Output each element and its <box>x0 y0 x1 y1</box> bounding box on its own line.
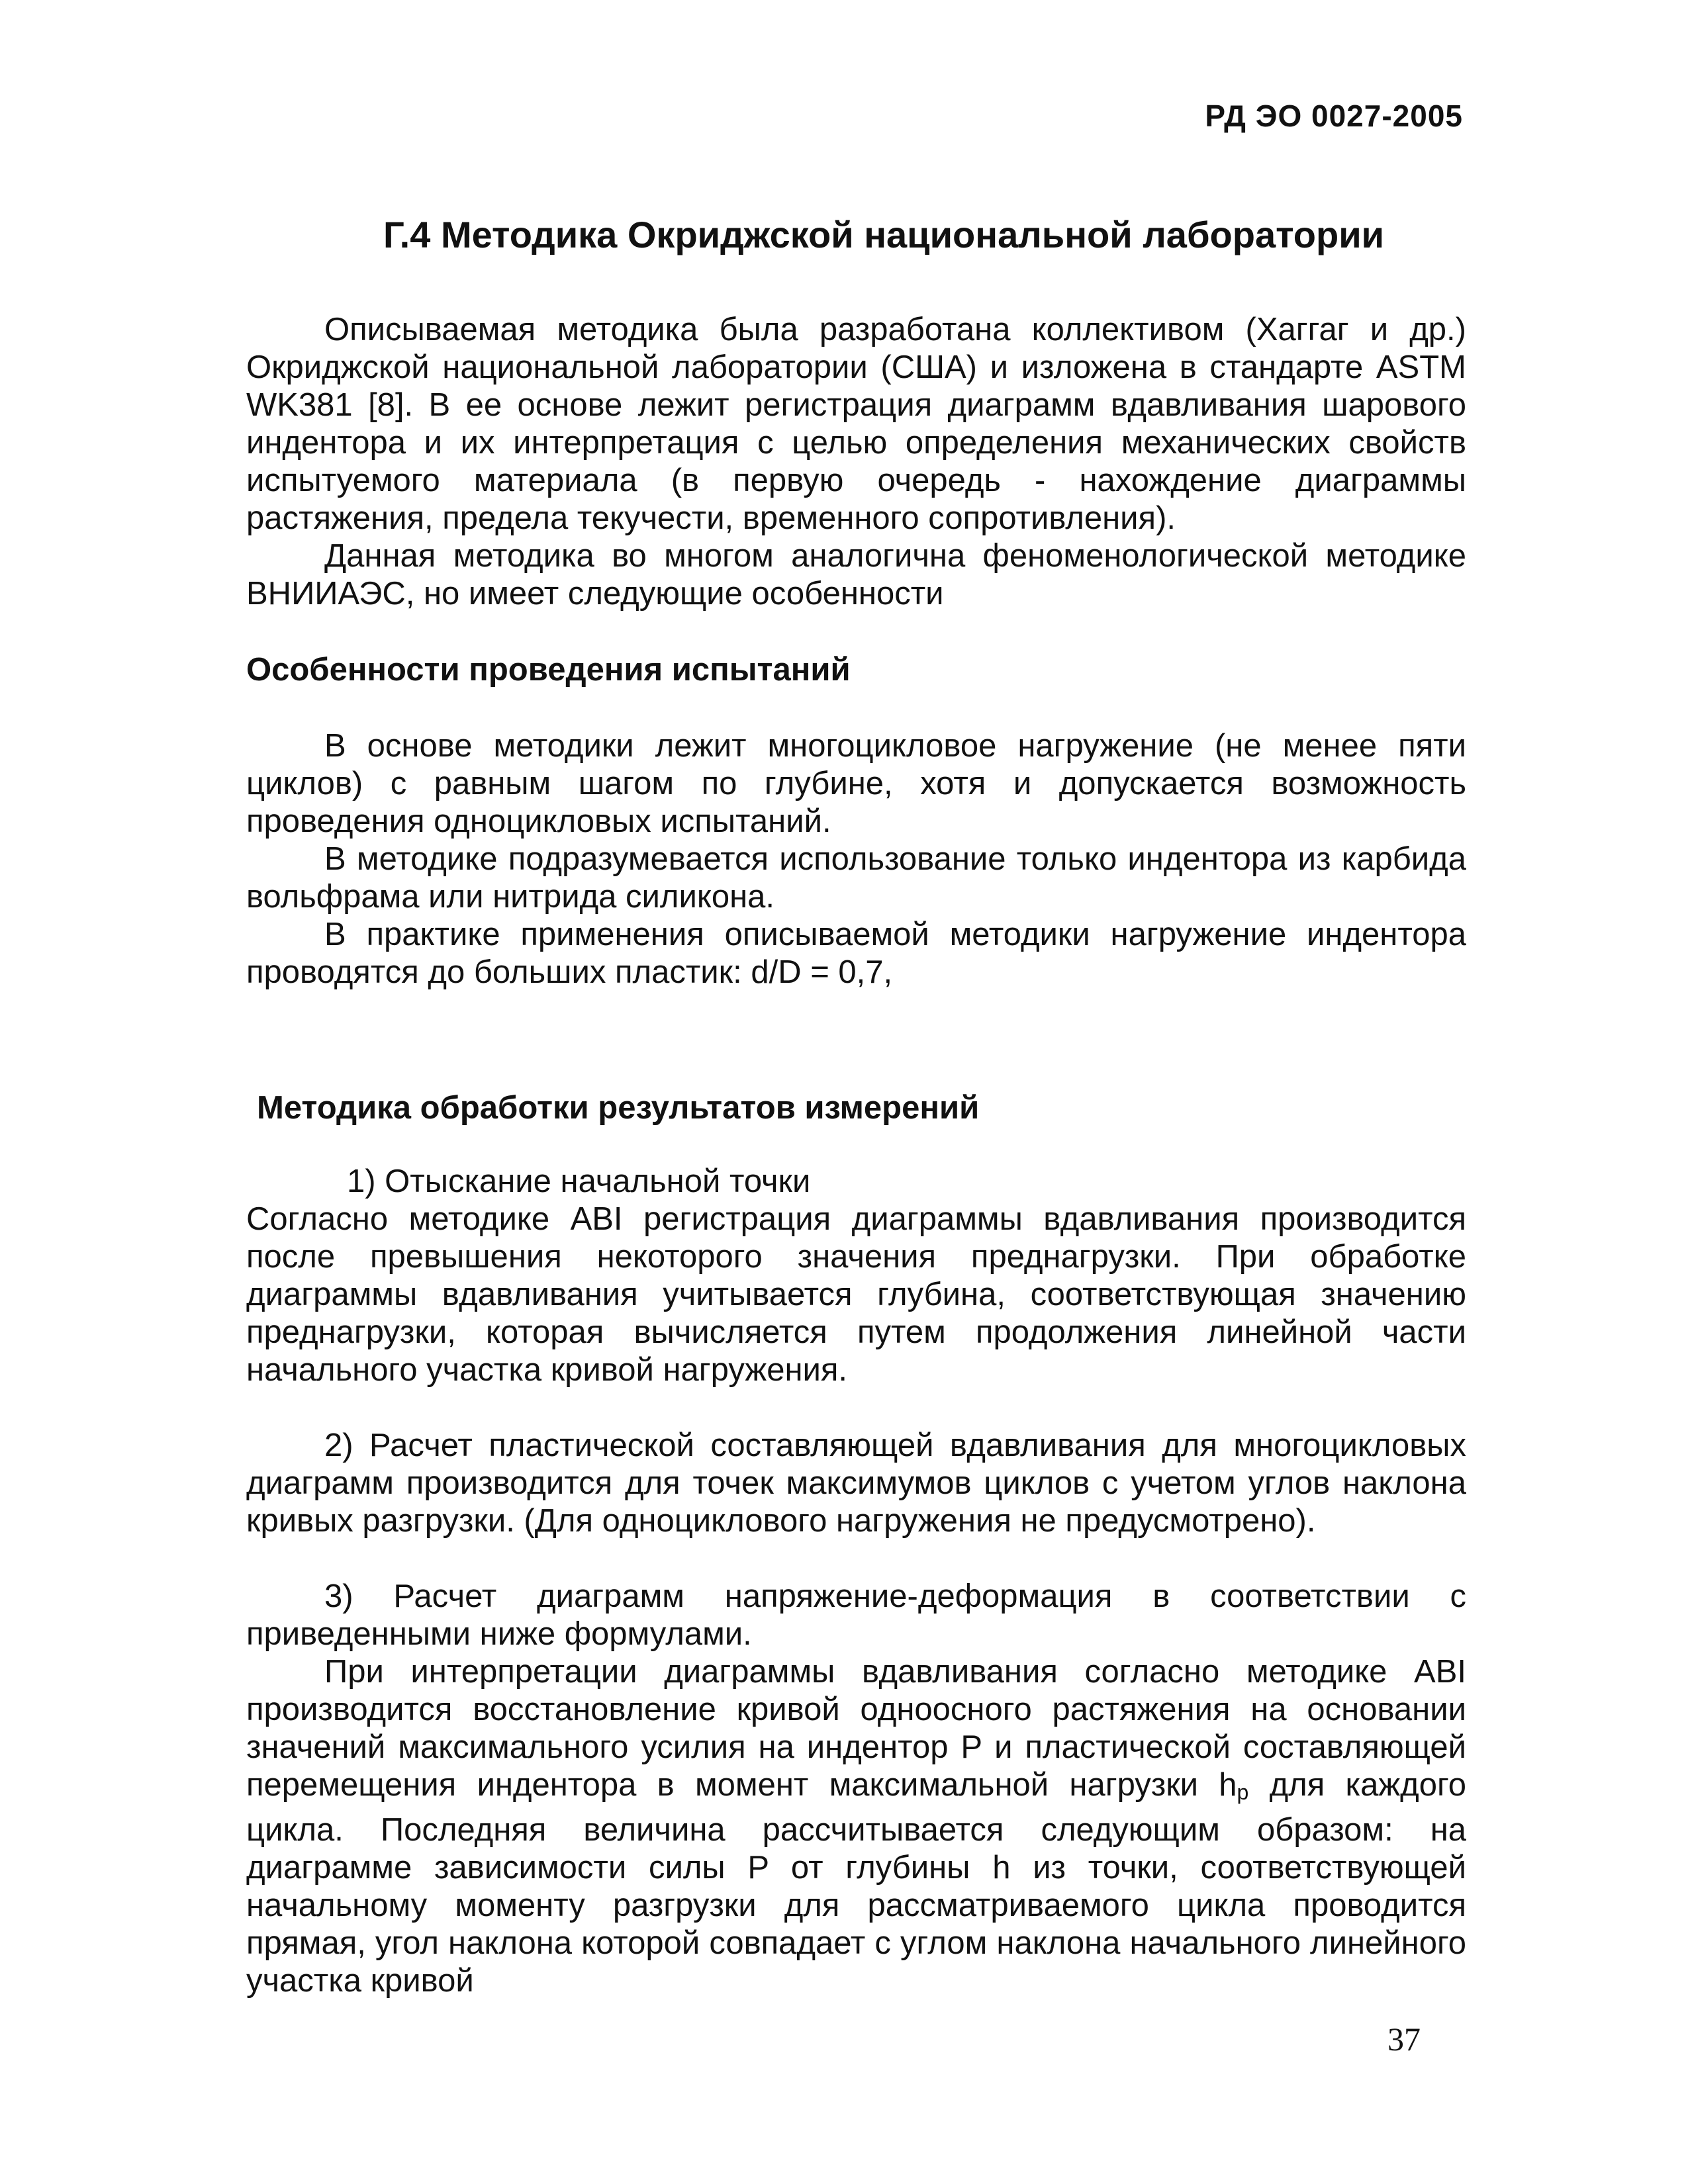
list-item-1-title: 1) Отыскание начальной точки <box>347 1163 811 1199</box>
final-paragraph-text-2: для каждого цикла. Последняя величина рассчитывается следующим образом: на диаграмме зависимости силы P от глубины h из точки, соответствующей начальному моменту разгрузки для рассматриваемого цикла проводится прямая, угол наклона которой совпадает с углом наклона начального линейного участка кривой <box>246 1767 1466 1999</box>
features-paragraph-3: В практике применения описываемой методики нагружение индентора проводятся до больших пластик: d/D = 0,7, <box>246 917 1466 990</box>
section-heading-features: Особенности проведения испытаний <box>246 652 851 688</box>
intro-paragraph-1: Описываемая методика была разработана коллективом (Хаггаг и др.) Окриджской национальной лаборатории (США) и изложена в стандарте ASTM WK381 [8]. В ее основе лежит регистрация диаграмм вдавливания шарового индентора и их интерпретация с целью определения механических свойств испытуемого материала (в первую очередь - нахождение диаграммы растяжения, предела текучести, временного сопротивления). <box>246 312 1466 536</box>
page-number: 37 <box>1387 2021 1421 2058</box>
features-paragraph-1: В основе методики лежит многоцикловое нагружение (не менее пяти циклов) с равным шагом по глубине, хотя и допускается возможность проведения одноцикловых испытаний. <box>246 728 1466 839</box>
list-item-2: 2) Расчет пластической составляющей вдавливания для многоцикловых диаграмм производится для точек максимумов циклов с учетом углов наклона кривых разгрузки. (Для одноциклового нагружения не предусмотрено). <box>246 1428 1466 1539</box>
section-heading-processing: Методика обработки результатов измерений <box>257 1090 980 1126</box>
page-content <box>246 311 1466 2000</box>
final-paragraph-text-1: При интерпретации диаграммы вдавливания согласно методике ABI производится восстановление кривой одноосного растяжения на основании значений максимального усилия на индентор P и пластической составляющей перемещения индентора в момент максимальной нагрузки h <box>246 1654 1466 1803</box>
list-item-3: 3) Расчет диаграмм напряжение-деформация в соответствии с приведенными ниже формулами. <box>246 1578 1466 1652</box>
final-paragraph <box>246 1653 1466 2000</box>
intro-paragraph-2: Данная методика во многом аналогична феноменологической методике ВНИИАЭС, но имеет следующие особенности <box>246 538 1466 612</box>
subscript-p: p <box>1237 1780 1249 1804</box>
list-item-1-text: Согласно методике ABI регистрация диаграммы вдавливания производится после превышения некоторого значения преднагрузки. При обработке диаграммы вдавливания учитывается глубина, соответствующая значению преднагрузки, которая вычисляется путем продолжения линейной части начального участка кривой нагружения. <box>246 1201 1466 1388</box>
section-title: Г.4 Методика Окриджской национальной лаборатории <box>383 214 1385 255</box>
features-paragraph-2: В методике подразумевается использование только индентора из карбида вольфрама или нитрида силикона. <box>246 841 1466 915</box>
document-code: РД ЭО 0027-2005 <box>1205 99 1463 133</box>
